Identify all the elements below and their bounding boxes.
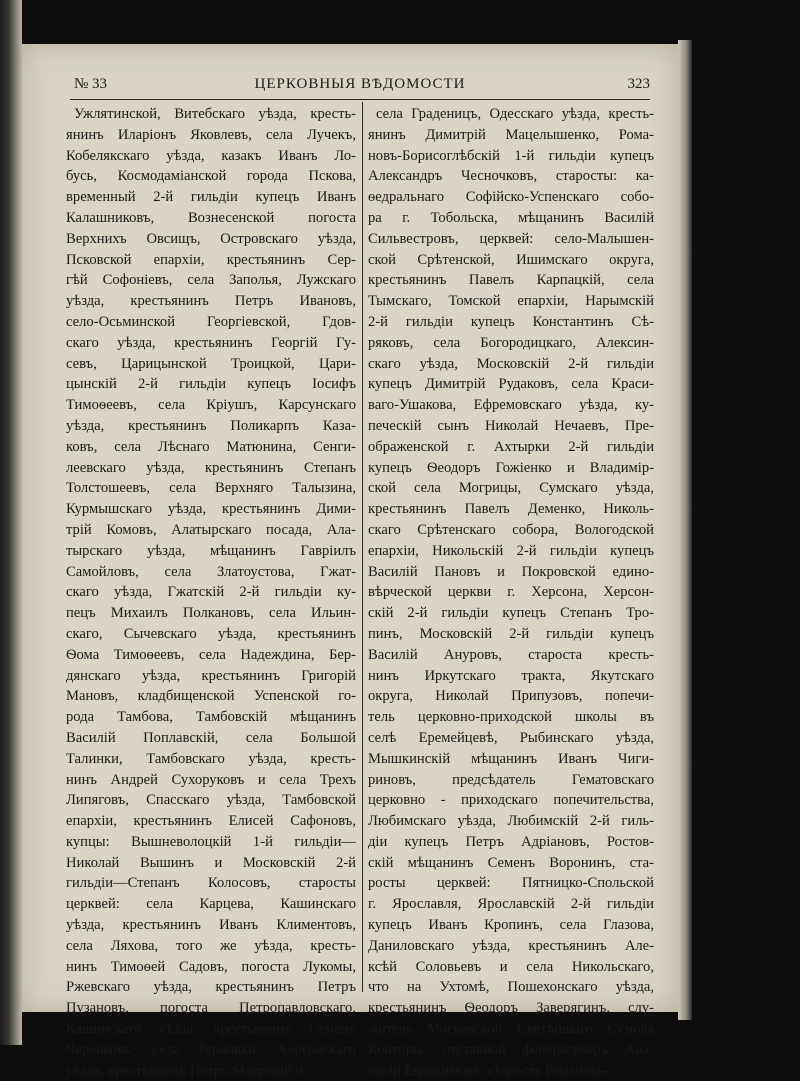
- text-line: округа, Николай Припузовъ, попечи-: [368, 688, 654, 705]
- text-line: скаго уѣзда, крестьянинъ Георгій Гу-: [66, 334, 356, 351]
- text-line: епархіи, крестьянинъ Елисей Сафоновъ,: [66, 813, 356, 830]
- text-line: крестьянинъ Павелъ Карпацкій, села: [368, 272, 654, 289]
- text-line: Кашинскаго уѣзда, крестьянинъ Семенъ: [66, 1021, 356, 1038]
- text-line: села Ляхова, того же уѣзда, кресть-: [66, 937, 356, 954]
- text-line: Василій Поплавскій, села Большой: [66, 729, 356, 746]
- text-line: ской села Могрицы, Сумскаго уѣзда,: [368, 480, 654, 497]
- text-line: Пузановъ, погоста Петропавловскаго,: [66, 1000, 356, 1017]
- text-line: Василій Пановъ и Покровской едино-: [368, 563, 654, 580]
- text-line: г. Ярославля, Ярославскій 2-й гильдіи: [368, 896, 654, 913]
- text-line: крестьянинъ Ѳеодоръ Заверягинъ, слу-: [368, 1000, 654, 1017]
- text-line: ксѣй Соловьевъ и села Никольскаго,: [368, 958, 654, 975]
- text-line: нинъ Тимоѳей Садовъ, погоста Лукомы,: [66, 958, 356, 975]
- text-line: скаго, Сычевскаго уѣзда, крестьянинъ: [66, 625, 356, 642]
- text-line: ѳедральнаго Софійско-Успенскаго собо-: [368, 189, 654, 206]
- text-line: Ржевскаго уѣзда, крестьянинъ Петръ: [66, 979, 356, 996]
- text-line: Мановъ, кладбищенской Успенской го-: [66, 688, 356, 705]
- text-line: скаго уѣзда, Московскій 2-й гильдіи: [368, 355, 654, 372]
- header-rule: [70, 99, 650, 100]
- text-line: село-Осьминской Георгіевской, Гдов-: [66, 313, 356, 330]
- text-line: Тимоѳеевъ, села Кріушъ, Карсунскаго: [66, 397, 356, 414]
- text-line: Сильвестровъ, церквей: село-Малышен-: [368, 230, 654, 247]
- text-line: бусь, Космодаміанской города Пскова,: [66, 168, 356, 185]
- text-line: Любимскаго уѣзда, Любимскій 2-й гиль-: [368, 813, 654, 830]
- column-divider: [362, 102, 363, 992]
- text-line: севъ, Царицынской Троицкой, Цари-: [66, 355, 356, 372]
- text-line: купцы: Вышневолоцкій 1-й гильдіи—: [66, 833, 356, 850]
- text-line: 2-й гильдіи купецъ Константинъ Сѣ-: [368, 313, 654, 330]
- text-line: леевскаго уѣзда, крестьянинъ Степанъ: [66, 459, 356, 476]
- text-line: нинъ Андрей Сухоруковъ и села Трехъ: [66, 771, 356, 788]
- right-column: [368, 104, 654, 1079]
- text-line: церквей: села Карцева, Кашинскаго: [66, 896, 356, 913]
- text-line: ра г. Тобольска, мѣщанинъ Василій: [368, 209, 654, 226]
- journal-title: ЦЕРКОВНЫЯ ВѢДОМОСТИ: [254, 76, 466, 92]
- text-line: ковъ, села Лѣснаго Матюнина, Сенги-: [66, 438, 356, 455]
- text-line: гѣй Софоніевъ, села Заполья, Лужскаго: [66, 272, 356, 289]
- text-line: Самойловъ, села Златоустова, Гжат-: [66, 563, 356, 580]
- text-line: вѣрческой церкви г. Херсона, Херсон-: [368, 584, 654, 601]
- text-line: церковно - приходскаго попечительства,: [368, 792, 654, 809]
- text-line: селѣ Еремейцевѣ, Рыбинскаго уѣзда,: [368, 729, 654, 746]
- page-header: [70, 74, 650, 96]
- text-line: села Граденицъ, Одесскаго уѣзда, кресть-: [376, 106, 654, 122]
- text-line: Ѳома Тимоѳеевъ, села Надеждина, Бер-: [66, 646, 356, 663]
- text-line: Курмышскаго уѣзда, крестьянинъ Дими-: [66, 501, 356, 518]
- text-line: купецъ Иванъ Кропинъ, села Глазова,: [368, 917, 654, 934]
- text-line: купецъ Ѳеодоръ Гожіенко и Владимір-: [368, 459, 654, 476]
- text-line: Калашниковъ, Вознесенской погоста: [66, 209, 356, 226]
- text-line: уѣзда, крестьянинъ Петръ Мавродій и: [66, 1062, 304, 1079]
- text-line: временный 2-й гильдіи купецъ Иванъ: [66, 189, 356, 206]
- text-line: цынскій 2-й гильдіи купецъ Іосифъ: [66, 376, 356, 393]
- text-line: новъ-Борисоглѣбскій 1-й гильдіи купецъ: [368, 147, 654, 164]
- issue-number: № 33: [74, 76, 108, 92]
- text-line: дянскаго уѣзда, крестьянинъ Григорій: [66, 667, 356, 684]
- text-line: Липяговъ, Спасскаго уѣзда, Тамбовской: [66, 792, 356, 809]
- text-line: насій Евдокимовъ, староста Романовъ-: [368, 1062, 610, 1079]
- text-line: тырскаго уѣзда, мѣщанинъ Гавріилъ: [66, 542, 356, 559]
- text-line: скій мѣщанинъ Семенъ Воронинъ, ста-: [368, 854, 654, 871]
- page-edge: [678, 40, 692, 1020]
- text-line: уѣзда, крестьянинъ Петръ Ивановъ,: [66, 293, 356, 310]
- text-line: ображенской г. Ахтырки 2-й гильдіи: [368, 438, 654, 455]
- text-line: трій Комовъ, Алатырскаго посада, Ала-: [66, 521, 356, 538]
- text-line: епархіи, Никольскій 2-й гильдіи купецъ: [368, 542, 654, 559]
- text-line: пинъ, Московскій 2-й гильдіи купецъ: [368, 625, 654, 642]
- text-line: Мышкинскій мѣщанинъ Иванъ Чиги-: [368, 750, 654, 767]
- text-line: пецъ Михаилъ Полкановъ, села Ильин-: [66, 605, 356, 622]
- text-line: Талинки, Тамбовскаго уѣзда, кресть-: [66, 750, 356, 767]
- text-line: янинъ Иларіонъ Яковлевъ, села Лучекъ,: [66, 126, 356, 143]
- text-line: Верхнихъ Овсищъ, Островскаго уѣзда,: [66, 230, 356, 247]
- text-line: діи купецъ Петръ Адріановъ, Ростов-: [368, 833, 654, 850]
- text-line: крестьянинъ Павелъ Деменко, Николь-: [368, 501, 654, 518]
- text-line: Даниловскаго уѣзда, крестьянинъ Але-: [368, 937, 654, 954]
- text-line: купецъ Димитрій Рудаковъ, села Краси-: [368, 376, 654, 393]
- text-line: Ужлятинской, Витебскаго уѣзда, кресть-: [74, 106, 356, 122]
- text-line: печескій сынъ Николай Нечаевъ, Пре-: [368, 417, 654, 434]
- text-line: Тымскаго, Томской епархіи, Нарымскій: [368, 293, 654, 310]
- text-line: тель церковно-приходской школы въ: [368, 709, 654, 726]
- text-line: Конторы, отставной фейерверкеръ Аѳа-: [368, 1041, 654, 1058]
- text-line: янинъ Димитрій Мацелышенко, Рома-: [368, 126, 654, 143]
- text-line: ской Срѣтенской, Ишимскаго округа,: [368, 251, 654, 268]
- text-line: житель Московской Святѣйшаго Сѵнода: [368, 1021, 654, 1038]
- text-line: уѣзда, крестьянинъ Иванъ Климентовъ,: [66, 917, 356, 934]
- text-line: нинъ Иркутскаго тракта, Якутскаго: [368, 667, 654, 684]
- text-line: уѣзда, крестьянинъ Поликарпъ Каза-: [66, 417, 356, 434]
- text-line: риновъ, предсѣдатель Гематовскаго: [368, 771, 654, 788]
- text-line: ваго-Ушакова, Ефремовскаго уѣзда, ку-: [368, 397, 654, 414]
- book-spine: [0, 0, 22, 1045]
- text-line: гильдіи—Степанъ Колосовъ, старосты: [66, 875, 356, 892]
- text-line: скій 2-й гильдіи купецъ Степанъ Тро-: [368, 605, 654, 622]
- text-line: рода Тамбова, Тамбовскій мѣщанинъ: [66, 709, 356, 726]
- text-line: росты церквей: Пятницко-Спольской: [368, 875, 654, 892]
- text-line: Псковской епархіи, крестьянинъ Сер-: [66, 251, 356, 268]
- text-line: ряковъ, села Богородицкаго, Алексин-: [368, 334, 654, 351]
- left-column: [66, 104, 356, 1079]
- text-line: что на Ухтомѣ, Пошехонскаго уѣзда,: [368, 979, 654, 996]
- text-line: Василій Ануровъ, староста кресть-: [368, 646, 654, 663]
- document-page: [22, 44, 678, 1079]
- text-line: Александръ Чесночковъ, старосты: ка-: [368, 168, 654, 185]
- text-line: Кобелякскаго уѣзда, казакъ Иванъ Ло-: [66, 147, 356, 164]
- text-line: Николай Вышинъ и Московскій 2-й: [66, 854, 356, 871]
- page-number: 323: [627, 76, 650, 92]
- text-line: Черенковъ, села Терновки, Херсонскаго: [66, 1041, 356, 1058]
- text-line: скаго уѣзда, Гжатскій 2-й гильдіи ку-: [66, 584, 356, 601]
- text-line: Толстошеевъ, села Верхняго Талызина,: [66, 480, 356, 497]
- text-line: скаго Срѣтенскаго собора, Вологодской: [368, 521, 654, 538]
